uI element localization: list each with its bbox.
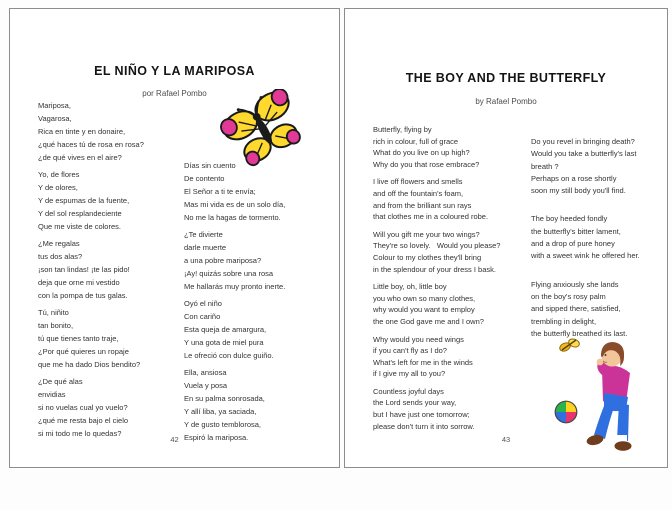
english-poem-column-1 bbox=[373, 124, 500, 438]
poem-line: El Señor a ti te envía; bbox=[184, 187, 256, 196]
poem-line: Días sin cuento bbox=[184, 161, 236, 170]
page-number-left: 42 bbox=[170, 435, 179, 444]
poem-line: Colour to my clothes they'll bring bbox=[373, 252, 482, 262]
english-poem-column-2 bbox=[531, 136, 640, 356]
poem-line: Y de gusto temblorosa, bbox=[184, 420, 261, 429]
poem-line: the Lord sends your way, bbox=[373, 398, 457, 408]
spanish-poem-column-2 bbox=[184, 159, 285, 448]
poem-line: rich in colour, full of grace bbox=[373, 136, 459, 146]
poem-stanza bbox=[373, 281, 500, 327]
poem-line: De contento bbox=[184, 174, 225, 183]
mini-butterfly-icon bbox=[558, 338, 580, 353]
poem-line: and a drop of pure honey bbox=[531, 239, 615, 249]
poem-title-spanish: EL NIÑO Y LA MARIPOSA bbox=[94, 64, 255, 78]
boy-eye bbox=[605, 354, 607, 356]
poem-line: with a sweet wink he offered her. bbox=[531, 251, 640, 261]
poem-line: ¿De qué alas bbox=[38, 377, 83, 386]
poem-line: if you can't fly as I do? bbox=[373, 346, 447, 356]
poem-line: Oyó el niño bbox=[184, 299, 222, 308]
poem-stanza bbox=[373, 229, 500, 275]
poem-line: the one God gave me and I own? bbox=[373, 316, 484, 326]
poem-stanza bbox=[184, 366, 285, 444]
poem-line: ¿Me regalas bbox=[38, 239, 80, 248]
poem-line: the butterfly breathed its last. bbox=[531, 328, 628, 338]
poem-stanza bbox=[531, 136, 640, 197]
poem-line: that clothes me in a coloured robe. bbox=[373, 212, 489, 222]
poem-line: ¿de qué vives en el aire? bbox=[38, 153, 122, 162]
poem-line: and from the brilliant sun rays bbox=[373, 200, 472, 210]
poem-line: tan bonito, bbox=[38, 321, 74, 330]
poem-line: breath ? bbox=[531, 161, 559, 171]
poem-line: What do you live on up high? bbox=[373, 148, 470, 158]
poem-line: Do you revel in bringing death? bbox=[531, 137, 635, 146]
poem-line: si no vuelas cual yo vuelo? bbox=[38, 403, 128, 412]
poem-line: please don't turn it into sorrow. bbox=[373, 421, 475, 431]
poem-line: ¿Por qué quieres un ropaje bbox=[38, 347, 129, 356]
poem-line: and off the fountain's foam, bbox=[373, 188, 464, 198]
poem-line: you who own so many clothes, bbox=[373, 293, 476, 303]
poem-line: Y una gota de miel pura bbox=[184, 338, 264, 347]
poem-line: Ella, ansiosa bbox=[184, 368, 227, 377]
butterfly-illustration bbox=[218, 89, 310, 177]
poem-line: Why would you need wings bbox=[373, 334, 464, 344]
poem-line: ¿Te divierte bbox=[184, 230, 223, 239]
poem-line: What's left for me in the winds bbox=[373, 357, 473, 367]
poem-stanza bbox=[373, 334, 500, 380]
poem-stanza bbox=[531, 213, 640, 262]
poem-byline-english: by Rafael Pombo bbox=[475, 97, 537, 106]
poem-line: The boy heeded fondly bbox=[531, 214, 608, 224]
left-page bbox=[9, 8, 340, 468]
poem-line: Mariposa, bbox=[38, 101, 71, 110]
right-page bbox=[344, 8, 668, 468]
page-number-right: 43 bbox=[501, 435, 511, 444]
poem-line: que me ha dado Dios bendito? bbox=[38, 360, 141, 369]
poem-line: trembling in delight, bbox=[531, 316, 597, 326]
poem-line: Le ofreció con dulce guiño. bbox=[184, 351, 274, 360]
poem-line: ¿qué haces tú de rosa en rosa? bbox=[38, 140, 144, 149]
poem-line: darle muerte bbox=[184, 243, 227, 252]
poem-line: Vagarosa, bbox=[38, 114, 72, 123]
poem-stanza bbox=[38, 99, 144, 164]
poem-line: ¡Ay! quizás sobre una rosa bbox=[184, 269, 274, 278]
poem-line: Y del sol resplandeciente bbox=[38, 209, 122, 218]
poem-line: Rica en tinte y en donaire, bbox=[38, 127, 126, 136]
poem-line: Y allí liba, ya saciada, bbox=[184, 407, 257, 416]
poem-line: Que me viste de colores. bbox=[38, 222, 121, 231]
poem-line: Y de espumas de la fuente, bbox=[38, 196, 130, 205]
poem-line: Vuela y posa bbox=[184, 381, 228, 390]
poem-line: Con cariño bbox=[184, 312, 221, 321]
poem-line: deja que orne mi vestido bbox=[38, 278, 120, 287]
poem-line: envidias bbox=[38, 390, 66, 399]
poem-byline-spanish: por Rafael Pombo bbox=[142, 89, 207, 98]
poem-line: No me la hagas de tormento. bbox=[184, 213, 281, 222]
poem-stanza bbox=[184, 228, 285, 293]
poem-line: Countless joyful days bbox=[373, 386, 444, 396]
poem-line: in the splendour of your dress I bask. bbox=[373, 264, 496, 274]
poem-line: Mas mi vida es de un solo día, bbox=[184, 200, 286, 209]
poem-stanza bbox=[373, 124, 500, 170]
poem-line: why would you want to employ bbox=[373, 305, 475, 315]
poem-line: con la pompa de tus galas. bbox=[38, 291, 128, 300]
poem-line: tú que tienes tanto traje, bbox=[38, 334, 119, 343]
poem-line: I live off flowers and smells bbox=[373, 177, 463, 187]
poem-line: ¡son tan lindas! ¡te las pido! bbox=[38, 265, 130, 274]
poem-stanza bbox=[38, 237, 144, 302]
poem-stanza bbox=[373, 176, 500, 222]
poem-line: Why do you that rose embrace? bbox=[373, 159, 480, 169]
poem-line: the butterfly's bitter lament, bbox=[531, 226, 621, 236]
poem-line: Esta queja de amargura, bbox=[184, 325, 267, 334]
poem-line: on the boy's rosy palm bbox=[531, 291, 606, 301]
poem-line: but I have just one tomorrow; bbox=[373, 410, 470, 420]
poem-line: Y de olores, bbox=[38, 183, 78, 192]
poem-stanza bbox=[184, 297, 285, 362]
poem-stanza bbox=[38, 168, 144, 233]
poem-line: Butterfly, flying by bbox=[373, 125, 432, 134]
poem-line: Flying anxiously she lands bbox=[531, 279, 619, 289]
poem-line: Espiró la mariposa. bbox=[184, 433, 249, 442]
poem-line: Would you take a butterfly's last bbox=[531, 149, 637, 159]
poem-line: and sipped there, satisfied, bbox=[531, 304, 621, 314]
ball-illustration bbox=[555, 401, 577, 423]
poem-stanza bbox=[373, 386, 500, 432]
poem-line: ¿qué me resta bajo el cielo bbox=[38, 416, 129, 425]
poem-line: Yo, de flores bbox=[38, 170, 80, 179]
poem-line: Little boy, oh, little boy bbox=[373, 282, 447, 292]
poem-line: Will you gift me your two wings? bbox=[373, 229, 480, 239]
poem-stanza bbox=[38, 375, 144, 440]
spanish-poem-column-1 bbox=[38, 99, 144, 444]
poem-line: Tú, niñito bbox=[38, 308, 69, 317]
poem-title-english: THE BOY AND THE BUTTERFLY bbox=[405, 71, 607, 85]
poem-line: soon my still body you'll find. bbox=[531, 186, 626, 196]
poem-line: si mi todo me lo quedas? bbox=[38, 429, 122, 438]
poem-line: Me hallarás muy pronto inerte. bbox=[184, 282, 286, 291]
poem-line: a una pobre mariposa? bbox=[184, 256, 262, 265]
poem-line: tus dos alas? bbox=[38, 252, 83, 261]
poem-line: En su palma sonrosada, bbox=[184, 394, 265, 403]
poem-line: Perhaps on a rose shortly bbox=[531, 173, 617, 183]
poem-line: They're so lovely. Would you please? bbox=[373, 241, 501, 251]
poem-stanza bbox=[38, 306, 144, 371]
poem-line: if I give my all to you? bbox=[373, 369, 446, 379]
